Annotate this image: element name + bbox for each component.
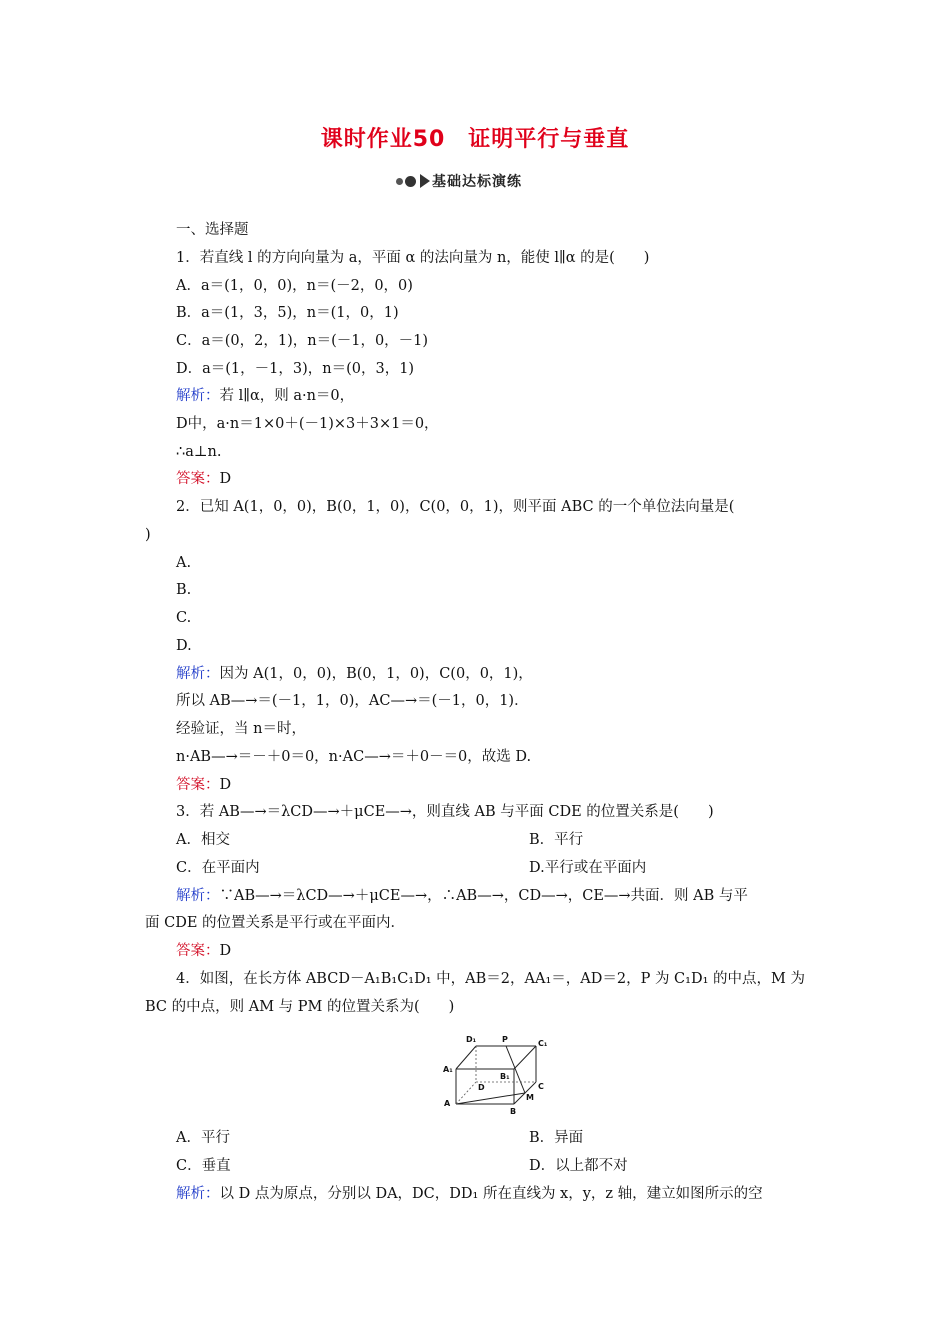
label-D: D	[478, 1083, 485, 1092]
q3-analysis-line-2: 面 CDE 的位置关系是平行或在平面内．	[145, 915, 406, 931]
q1-analysis-line-1	[176, 386, 354, 406]
q1-option-a: A．a＝(1，0，0)，n＝(－2，0，0)	[176, 278, 413, 294]
q1-answer-value: D	[219, 471, 232, 487]
q2-option-b: B.	[176, 582, 192, 598]
q4-option-d: D．以上都不对	[529, 1158, 628, 1174]
label-B: B	[510, 1107, 517, 1116]
q3-analysis-line-1	[176, 886, 748, 906]
q1-answer-label: 答案：	[176, 471, 220, 487]
q3-analysis-text: ∵AB—→＝λCD—→＋μCE—→，∴AB—→，CD—→，CE—→共面．则 AB 与平	[219, 888, 748, 904]
q3-option-c: C．在平面内	[176, 860, 260, 876]
banner-arrow-icon	[420, 174, 430, 188]
q1-stem: 1．若直线 l 的方向向量为 a，平面 α 的法向量为 n，能使 l∥α 的是( )	[176, 250, 650, 266]
q2-stem: 2．已知 A(1，0，0)，B(0，1，0)，C(0，0，1)，则平面 ABC 的一个单位法向量是(	[176, 499, 735, 515]
q4-analysis-text: 以 D 点为原点，分别以 DA，DC，DD₁ 所在直线为 x，y，z 轴，建立如图所示的空	[219, 1186, 763, 1202]
section-heading: 一、选择题	[176, 222, 249, 238]
q3-answer-value: D	[219, 943, 232, 959]
banner-dot-icon	[396, 178, 403, 185]
cuboid-figure	[440, 1032, 550, 1117]
q2-answer-label: 答案：	[176, 777, 220, 793]
page-title: 课时作业50 证明平行与垂直	[320, 127, 630, 152]
q2-stem-cont: )	[145, 527, 151, 543]
q4-option-b: B．异面	[529, 1130, 584, 1146]
q2-analysis-line-3: 经验证，当 n＝时，	[176, 721, 306, 737]
q2-option-a: A.	[176, 555, 192, 571]
q2-analysis-label: 解析：	[176, 666, 220, 682]
q1-analysis-line-2: D中，a·n＝1×0＋(－1)×3＋3×1＝0，	[176, 416, 439, 432]
q3-analysis-label: 解析：	[176, 888, 220, 904]
label-D1: D₁	[466, 1035, 477, 1044]
q2-answer-value: D	[219, 777, 232, 793]
q4-analysis-line-1	[176, 1184, 763, 1204]
q1-analysis-line-3: ∴a⊥n.	[176, 444, 222, 460]
label-C: C	[538, 1082, 544, 1091]
q2-analysis-text: 因为 A(1，0，0)，B(0，1，0)，C(0，0，1)，	[219, 666, 533, 682]
section-banner	[396, 171, 522, 191]
q1-analysis-label: 解析：	[176, 388, 220, 404]
q4-option-a: A．平行	[176, 1130, 230, 1146]
q1-analysis-text: 若 l∥α，则 a·n＝0，	[219, 388, 355, 404]
q3-option-d: D.平行或在平面内	[529, 860, 647, 876]
q1-option-d: D．a＝(1，－1，3)，n＝(0，3，1)	[176, 361, 415, 377]
q4-stem-cont: BC 的中点，则 AM 与 PM 的位置关系为( )	[145, 999, 455, 1015]
label-B1: B₁	[500, 1072, 510, 1081]
label-C1: C₁	[538, 1039, 548, 1048]
label-A: A	[444, 1099, 451, 1108]
q2-option-d: D.	[176, 638, 192, 654]
q3-answer-label: 答案：	[176, 943, 220, 959]
q2-answer	[176, 775, 231, 795]
q2-analysis-line-1	[176, 664, 533, 684]
q2-analysis-line-2: 所以 AB—→＝(－1，1，0)，AC—→＝(－1，0，1)．	[176, 693, 529, 709]
banner-dot-large-icon	[405, 176, 416, 187]
q4-option-c: C．垂直	[176, 1158, 231, 1174]
q4-stem: 4．如图，在长方体 ABCD－A₁B₁C₁D₁ 中，AB＝2，AA₁＝，AD＝2，P 为 C₁D₁ 的中点，M 为	[176, 971, 805, 987]
q2-analysis-line-4: n·AB—→＝－＋0＝0，n·AC—→＝＋0－＝0，故选 D.	[176, 749, 532, 765]
q3-answer	[176, 941, 231, 961]
q2-option-c: C.	[176, 610, 192, 626]
q1-answer	[176, 469, 231, 489]
q4-analysis-label: 解析：	[176, 1186, 220, 1202]
label-M: M	[526, 1093, 534, 1102]
q3-option-b: B．平行	[529, 832, 584, 848]
label-A1: A₁	[443, 1065, 453, 1074]
q1-option-c: C．a＝(0，2，1)，n＝(－1，0，－1)	[176, 333, 429, 349]
label-P: P	[502, 1035, 508, 1044]
q3-option-a: A．相交	[176, 832, 230, 848]
banner-label: 基础达标演练	[432, 174, 522, 190]
q1-option-b: B．a＝(1，3，5)，n＝(1，0，1)	[176, 305, 399, 321]
q3-stem: 3．若 AB—→＝λCD—→＋μCE—→，则直线 AB 与平面 CDE 的位置关系是( )	[176, 804, 714, 820]
